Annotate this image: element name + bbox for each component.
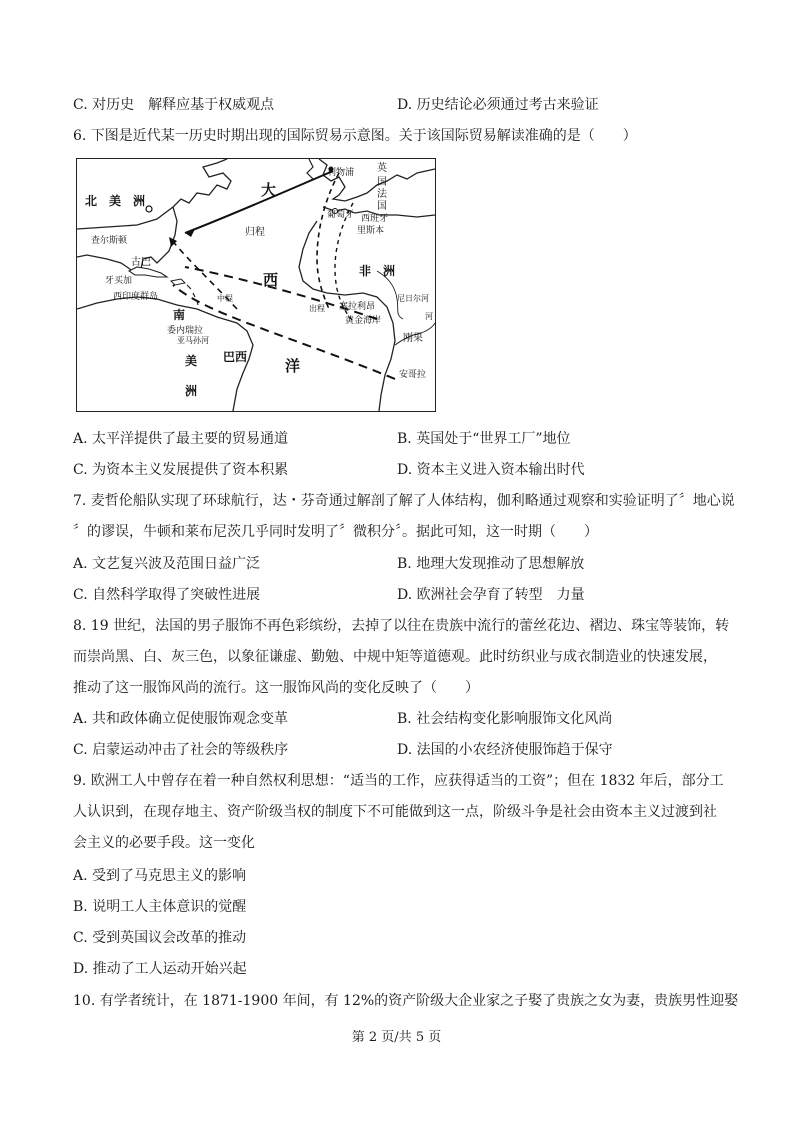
q6-option-d: D. 资本主义进入资本输出时代 (397, 462, 585, 478)
q9-stem-line-1: 9. 欧洲工人中曾存在着一种自然权利思想：“适当的工作，应获得适当的工资”；但在 1832 年后，部分工 (73, 773, 724, 789)
middle-passage-line (173, 285, 395, 379)
q9-stem-line-3: 会主义的必要手段。这一变化 (73, 835, 255, 851)
q7-option-a: A. 文艺复兴波及范围日益广泛 (73, 556, 261, 572)
label-west-indies: 西印度群岛 (113, 292, 159, 302)
label-amazon: 亚马孙河 (177, 336, 209, 345)
label-atlantic-2: 西 (263, 271, 279, 289)
hispaniola-island (171, 279, 185, 285)
q10-stem-line-1: 10. 有学者统计，在 1871-1900 年间，有 12%的资产阶级大企业家之子娶了贵族之女为妻，贵族男性迎娶 (73, 993, 739, 1009)
q6-option-c: C. 为资本主义发展提供了资本积累 (73, 462, 289, 478)
q6-option-b: B. 英国处于“世界工厂”地位 (397, 431, 571, 447)
label-atlantic-3: 洋 (285, 357, 301, 375)
q5-option-c: C. 对历史 解释应基于权威观点 (73, 97, 275, 113)
charleston-dot (146, 206, 152, 212)
q9-option-a: A. 受到了马克思主义的影响 (73, 868, 247, 884)
q7-stem-line-1: 7. 麦哲伦船队实现了环球航行，达・芬奇通过解剖了解了人体结构，伽利略通过观察和实验证明了〞地心说 (73, 493, 735, 509)
label-charleston: 查尔斯顿 (91, 236, 128, 246)
label-england-2: 国 (377, 177, 387, 188)
q8-stem-line-3: 推动了这一服饰风尚的流行。这一服饰风尚的变化反映了（ ） (73, 680, 479, 696)
q7-stem-line-2: 〞的谬误，牛顿和莱布尼茨几乎同时发明了〞微积分〞。据此可知，这一时期（ ） (73, 524, 598, 540)
q7-option-c: C. 自然科学取得了突破性进展 (73, 587, 261, 603)
label-congo-river: 河 (425, 312, 433, 321)
q7-option-b: B. 地理大发现推动了思想解放 (397, 556, 585, 572)
outward-route-line (317, 173, 339, 309)
label-jamaica: 牙买加 (105, 276, 133, 286)
label-middle-route: 中程 (217, 294, 233, 303)
label-south: 南 (173, 308, 186, 322)
q8-stem-line-2: 而崇尚黑、白、灰三色，以象征谦虚、勤勉、中规中矩等道德观。此时纺织业与成衣制造业的快速发展， (73, 649, 717, 665)
label-spain: 西班牙 (361, 214, 389, 224)
q8-option-a: A. 共和政体确立促使服饰观念变革 (73, 711, 289, 727)
label-atlantic-1: 大 (261, 181, 277, 199)
q6-option-a: A. 太平洋提供了最主要的贸易通道 (73, 431, 289, 447)
page-footer: 第 2 页/共 5 页 (351, 1030, 442, 1045)
label-lisbon: 里斯本 (357, 226, 385, 236)
return-route-line (185, 171, 333, 233)
trade-map-drawing (77, 159, 435, 411)
label-return-route: 归程 (245, 227, 265, 238)
q8-option-d: D. 法国的小农经济使服饰趋于保守 (397, 742, 613, 758)
q7-option-d: D. 欧洲社会孕育了转型 力量 (397, 587, 585, 603)
label-out-route: 出程 (309, 304, 325, 313)
q8-option-c: C. 启蒙运动冲击了社会的等级秩序 (73, 742, 289, 758)
q9-stem-line-2: 人认识到，在现存地主、资产阶级当权的制度下不可能做到这一点，阶级斗争是社会由资本主义过渡到社 (73, 804, 717, 820)
label-cuba: 古巴 (131, 257, 151, 268)
q8-option-b: B. 社会结构变化影响服饰文化风尚 (397, 711, 613, 727)
q5-option-d: D. 历史结论必须通过考古来验证 (397, 97, 599, 113)
label-america: 美 (185, 354, 198, 368)
label-england: 英 (377, 163, 387, 174)
q8-stem-line-1: 8. 19 世纪，法国的男子服饰不再色彩缤纷，去掉了以往在贵族中流行的蕾丝花边、褶边、珠宝等装饰，转 (73, 618, 730, 634)
label-portugal: 葡萄牙 (327, 210, 355, 220)
label-congo: 刚果 (403, 333, 423, 344)
cuba-island (129, 267, 167, 277)
trade-map (76, 158, 436, 412)
q9-option-d: D. 推动了工人运动开始兴起 (73, 961, 247, 977)
label-venezuela: 委内瑞拉 (167, 326, 204, 336)
label-niger-river: 尼日尔河 (397, 294, 429, 303)
label-angola: 安哥拉 (399, 370, 427, 380)
q6-stem: 6. 下图是近代某一历史时期出现的国际贸易示意图。关于该国际贸易解读准确的是（ ） (73, 128, 637, 144)
q9-option-c: C. 受到英国议会改革的推动 (73, 930, 247, 946)
label-north-america: 北 美 洲 (85, 194, 146, 208)
label-france: 法 (377, 189, 387, 200)
label-liverpool: 利物浦 (327, 168, 355, 178)
label-brazil: 巴西 (223, 350, 248, 364)
lesser-antilles (187, 285, 198, 305)
label-gold-coast: 黄金海岸 (345, 316, 382, 326)
label-france-2: 国 (377, 201, 387, 212)
label-africa: 非 洲 (359, 264, 396, 278)
label-sierra-leone: 塞拉利昂 (339, 302, 376, 312)
label-zhou: 洲 (185, 384, 198, 398)
q9-option-b: B. 说明工人主体意识的觉醒 (73, 899, 247, 915)
